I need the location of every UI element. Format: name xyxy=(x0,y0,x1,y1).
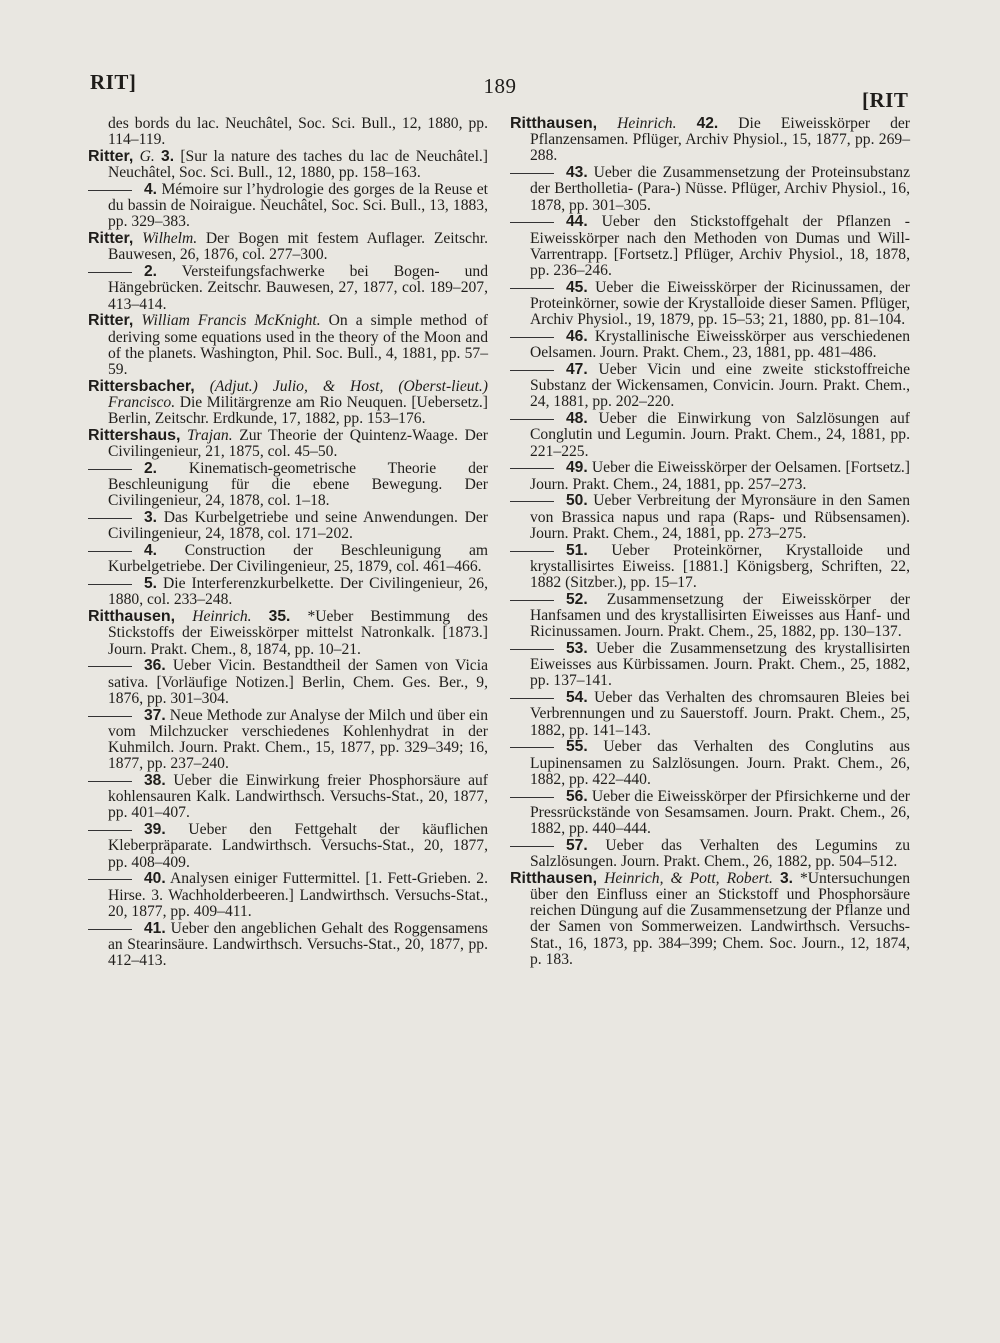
entry-text: Die Interferenzkurbelkette. Der Civilingenieur, 26, 1880, col. 233–248. xyxy=(108,575,488,609)
entry-number: 4. xyxy=(144,542,158,560)
entry-number: 39. xyxy=(144,821,166,839)
entry-text: Ueber Proteinkörner, Krystalloide und krystallisirtes Eiweiss. [1881.] Königsberg, Schriften, 22, 1882 (Sitzber.), pp. 15–17. xyxy=(530,541,910,592)
entry-number: 49. xyxy=(566,459,588,477)
entry-author: Ritter, xyxy=(88,312,134,330)
entry-number: 53. xyxy=(566,640,588,658)
bibliography-entry xyxy=(510,280,910,329)
ditto-dash xyxy=(88,879,132,880)
bibliography-entry xyxy=(510,838,910,870)
bibliography-entry xyxy=(88,921,488,970)
ditto-dash xyxy=(88,929,132,930)
entry-number: 42. xyxy=(696,115,719,132)
bibliography-entry xyxy=(510,460,910,492)
entry-text: des bords du lac. Neuchâtel, Soc. Sci. Bull., 12, 1880, pp. 114–119. xyxy=(108,115,488,149)
entry-number: 44. xyxy=(566,213,588,231)
entry-number: 55. xyxy=(566,738,588,756)
bibliography-entry xyxy=(510,543,910,592)
entry-number: 4. xyxy=(144,181,158,198)
ditto-dash xyxy=(510,501,554,502)
entry-number: 36. xyxy=(144,657,166,675)
entry-text: Ueber die Eiweisskörper der Ricinussamen, der Proteinkörner, sowie der Krystalloide dieser Samen. Pflüger, Archiv Physiol., 19, 1879, pp. 15–53; 21, 1880, pp. 81–104. xyxy=(530,278,910,329)
entry-number: 2. xyxy=(144,460,158,478)
ditto-dash xyxy=(510,173,554,174)
entry-number: 3. xyxy=(779,869,793,887)
bibliography-entry xyxy=(510,329,910,361)
entry-number: 46. xyxy=(566,328,588,346)
entry-number: 35. xyxy=(268,608,291,626)
bibliography-entry xyxy=(510,871,910,968)
ditto-dash xyxy=(88,518,132,519)
ditto-dash xyxy=(510,649,554,650)
entry-number: 47. xyxy=(566,361,588,379)
right-column xyxy=(510,116,910,969)
ditto-dash xyxy=(510,288,554,289)
bibliography-entry xyxy=(88,658,488,707)
entry-text: Ueber das Verhalten des chromsauren Bleies bei Verbrennungen und zu Sauerstoff. Journ. Prakt. Chem., 25, 1882, pp. 141–143. xyxy=(530,689,910,739)
entry-number: 3. xyxy=(161,148,175,165)
bibliography-entry xyxy=(88,708,488,773)
ditto-dash xyxy=(510,419,554,420)
ditto-dash xyxy=(510,337,554,338)
entry-text: Die Militärgrenze am Rio Neuquen. [Uebersetz.] Berlin, Zeitschr. Erdkunde, 17, 1882, pp. 153–176. xyxy=(108,394,488,428)
entry-text: Ueber das Verhalten des Conglutins aus Lupinensamen zu Salzlösungen. Journ. Prakt. Chem., 26, 1882, pp. 422–440. xyxy=(530,738,910,788)
entry-text: Ueber die Eiweisskörper der Pfirsichkerne und der Pressrückstände von Sesamsamen. Journ. Prakt. Chem., 26, 1882, pp. 440–444. xyxy=(530,787,910,838)
left-column xyxy=(88,116,488,970)
entry-text: Ueber das Verhalten des Legumins zu Salzlösungen. Journ. Prakt. Chem., 26, 1882, pp. 504–512. xyxy=(530,836,910,871)
ditto-dash xyxy=(510,600,554,601)
bibliography-entry xyxy=(88,773,488,822)
entry-number: 40. xyxy=(144,870,166,888)
bibliography-entry xyxy=(88,576,488,608)
bibliography-entry xyxy=(510,165,910,214)
entry-author: Rittershaus, xyxy=(88,427,181,445)
entry-number: 43. xyxy=(566,164,588,182)
ditto-dash xyxy=(510,846,554,847)
bibliography-entry xyxy=(510,739,910,788)
entry-author: Rittersbacher, xyxy=(88,377,195,395)
bibliography-entry xyxy=(88,461,488,510)
bibliography-entry xyxy=(88,182,488,231)
entry-text: Ueber die Zusammensetzung der Proteinsubstanz der Bertholletia- (Para-) Nüsse. Pflüger, Archiv Physiol., 16, 1878, pp. 301–305. xyxy=(530,164,910,214)
ditto-dash xyxy=(88,551,132,552)
entry-number: 3. xyxy=(144,509,158,527)
ditto-dash xyxy=(510,698,554,699)
entry-text: Ueber die Eiweisskörper der Oelsamen. [Fortsetz.] Journ. Prakt. Chem., 24, 1881, pp. 257–273. xyxy=(530,459,910,493)
entry-author: Ritthausen, xyxy=(510,869,598,887)
entry-text: *Untersuchungen über den Einfluss einer an Stickstoff und Phosphorsäure reichen Düngung auf die Zusammensetzung der Pflanze und der Samen von Sommerweizen. Landwirthsch. Versuchs-Stat., 16, 1873, pp. 384–399; Chem. Soc. Journ., 12, 1874, p. 183. xyxy=(530,869,910,968)
entry-number: 51. xyxy=(566,541,588,559)
entry-number: 56. xyxy=(566,787,588,805)
entry-number: 38. xyxy=(144,772,166,790)
bibliography-entry xyxy=(88,609,488,658)
entry-text: Versteifungsfachwerke bei Bogen- und Hängebrücken. Zeitschr. Bauwesen, 27, 1877, col. 189–207, 413–414. xyxy=(108,263,488,313)
bibliography-entry xyxy=(88,822,488,871)
entry-text: On a simple method of deriving some equations used in the theory of the Moon and of the planets. Washington, Phil. Soc. Bull., 4, 1881, pp. 57–59. xyxy=(108,312,489,379)
bibliography-entry xyxy=(88,871,488,920)
bibliography-entry xyxy=(88,428,488,460)
entry-given-name: G. xyxy=(139,148,155,165)
ditto-dash xyxy=(510,222,554,223)
ditto-dash xyxy=(510,370,554,371)
entry-text: Ueber den Fettgehalt der käuflichen Kleberpräparate. Landwirthsch. Versuchs-Stat., 20, 1877, pp. 408–409. xyxy=(108,821,488,871)
entry-text: Ueber die Zusammensetzung des krystallisirten Eiweisses aus Kürbissamen. Journ. Prakt. Chem., 25, 1882, pp. 137–141. xyxy=(530,640,910,690)
bibliography-entry xyxy=(88,116,488,148)
entry-text: Ueber die Einwirkung freier Phosphorsäure auf kohlensauren Kalk. Landwirthsch. Versuchs-Stat., 20, 1877, pp. 401–407. xyxy=(108,772,489,822)
entry-text: Zur Theorie der Quintenz-Waage. Der Civilingenieur, 21, 1875, col. 45–50. xyxy=(108,427,488,461)
bibliography-entry xyxy=(88,543,488,575)
entry-text: Mémoire sur l’hydrologie des gorges de la Reuse et du bassin de Noiraigue. Neuchâtel, Soc. Sci. Bull., 13, 1883, pp. 329–383. xyxy=(108,181,488,231)
entry-number: 41. xyxy=(144,919,166,937)
bibliography-entry xyxy=(88,231,488,263)
entry-given-name: Heinrich, & Pott, Robert. xyxy=(604,869,773,887)
ditto-dash xyxy=(88,781,132,782)
ditto-dash xyxy=(510,747,554,748)
entry-text: Krystallinische Eiweisskörper aus verschiedenen Oelsamen. Journ. Prakt. Chem., 23, 1881, pp. 481–486. xyxy=(530,328,910,362)
bibliography-entry xyxy=(510,411,910,460)
entry-text: Der Bogen mit festem Auflager. Zeitschr. Bauwesen, 26, 1876, col. 277–300. xyxy=(108,230,488,264)
entry-text: Construction der Beschleunigung am Kurbelgetriebe. Der Civilingenieur, 25, 1879, col. 461–466. xyxy=(108,542,488,576)
entry-number: 57. xyxy=(566,836,588,854)
entry-text: Ueber die Einwirkung von Salzlösungen auf Conglutin und Legumin. Journ. Prakt. Chem., 24, 1881, pp. 221–225. xyxy=(530,410,910,460)
entry-text: Ueber Verbreitung der Myronsäure in den Samen von Brassica napus und rapa (Raps- und Rübsensamen). Journ. Prakt. Chem., 24, 1881, pp. 273–275. xyxy=(530,492,910,542)
bibliography-entry xyxy=(88,510,488,542)
ditto-dash xyxy=(88,584,132,585)
entry-text: Ueber den angeblichen Gehalt des Roggensamens an Stearinsäure. Landwirthsch. Versuchs-Stat., 20, 1877, pp. 412–413. xyxy=(108,919,488,970)
entry-given-name: William Francis McKnight. xyxy=(141,312,321,330)
ditto-dash xyxy=(88,666,132,667)
ditto-dash xyxy=(88,469,132,470)
entry-author: Ritthausen, xyxy=(510,115,598,132)
entry-number: 45. xyxy=(566,278,588,296)
entry-given-name: Heinrich. xyxy=(192,608,252,626)
entry-given-name: Wilhelm. xyxy=(142,230,198,248)
ditto-dash xyxy=(88,716,132,717)
bibliography-entry xyxy=(510,116,910,165)
bibliography-entry xyxy=(510,214,910,279)
bibliography-entry xyxy=(510,641,910,690)
entry-text: Kinematisch-geometrische Theorie der Beschleunigung für die ebene Bewegung. Der Civilingenieur, 24, 1878, col. 1–18. xyxy=(108,460,488,510)
entry-number: 54. xyxy=(566,689,588,707)
entry-text: *Ueber Bestimmung des Stickstoffs der Eiweisskörper mittelst Natronkalk. [1873.] Journ. Prakt. Chem., 8, 1874, pp. 10–21. xyxy=(108,608,488,658)
entry-text: Zusammensetzung der Eiweisskörper der Hanfsamen und des krystallisirten Eiweisses aus Hanf- und Ricinussamen. Journ. Prakt. Chem., 25, 1882, pp. 130–137. xyxy=(530,590,910,641)
bibliography-entry xyxy=(510,592,910,641)
bibliography-entry xyxy=(88,149,488,181)
entry-text: Neue Methode zur Analyse der Milch und über ein vom Milchzucker verschiedenes Kohlenhydrat in der Kuhmilch. Journ. Prakt. Chem., 15, 1877, pp. 329–349; 16, 1877, pp. 237–240. xyxy=(108,706,488,773)
entry-author: Ritthausen, xyxy=(88,608,176,626)
page-number: 189 xyxy=(483,74,517,98)
ditto-dash xyxy=(510,551,554,552)
bibliography-entry xyxy=(510,493,910,542)
entry-number: 2. xyxy=(144,263,158,281)
ditto-dash xyxy=(510,468,554,469)
entry-text: Das Kurbelgetriebe und seine Anwendungen. Der Civilingenieur, 24, 1878, col. 171–202. xyxy=(108,509,488,543)
bibliography-entry xyxy=(88,264,488,313)
entry-text: Analysen einiger Futtermittel. [1. Fett-Grieben. 2. Hirse. 3. Wachholderbeeren.] Landwirthsch. Versuchs-Stat., 20, 1877, pp. 409–411. xyxy=(108,870,488,920)
entry-author: Ritter, xyxy=(88,230,134,248)
entry-text: Ueber Vicin und eine zweite stickstoffreiche Substanz der Wickensamen, Convicin. Journ. Prakt. Chem., 24, 1881, pp. 202–220. xyxy=(530,361,911,411)
entry-text: [Sur la nature des taches du lac de Neuchâtel.] Neuchâtel, Soc. Sci. Bull., 12, 1880, pp. 158–163. xyxy=(108,148,488,182)
entry-text: Ueber Vicin. Bestandtheil der Samen von Vicia sativa. [Vorläufige Notizen.] Berlin, Chem. Ges. Ber., 9, 1876, pp. 301–304. xyxy=(108,657,488,707)
entry-given-name: Heinrich. xyxy=(617,115,677,132)
entry-number: 52. xyxy=(566,590,588,608)
running-head-right: [RIT xyxy=(862,88,909,112)
bibliography-entry xyxy=(510,690,910,739)
entry-given-name: (Adjut.) Julio, & Host, (Oberst-lieut.) Francisco. xyxy=(108,377,488,412)
entry-given-name: Trajan. xyxy=(187,427,233,445)
bibliography-entry xyxy=(510,789,910,838)
entry-number: 50. xyxy=(566,492,588,510)
ditto-dash xyxy=(88,272,132,273)
entry-text: Die Eiweisskörper der Pflanzensamen. Pflüger, Archiv Physiol., 15, 1877, pp. 269–288. xyxy=(530,115,911,165)
entry-text: Ueber den Stickstoffgehalt der Pflanzen - Eiweisskörper nach den Methoden von Dumas und Will-Varrentrapp. [Fortsetz.] Pflüger, Archiv Physiol., 18, 1878, pp. 236–246. xyxy=(530,213,910,280)
bibliography-entry xyxy=(88,379,488,428)
entry-number: 37. xyxy=(144,706,166,724)
entry-number: 5. xyxy=(144,575,158,593)
bibliography-entry xyxy=(88,313,488,378)
bibliography-entry xyxy=(510,362,910,411)
running-head-left: RIT] xyxy=(90,70,137,94)
ditto-dash xyxy=(88,190,132,191)
entry-number: 48. xyxy=(566,410,588,428)
ditto-dash xyxy=(510,797,554,798)
ditto-dash xyxy=(88,830,132,831)
entry-author: Ritter, xyxy=(88,148,134,165)
